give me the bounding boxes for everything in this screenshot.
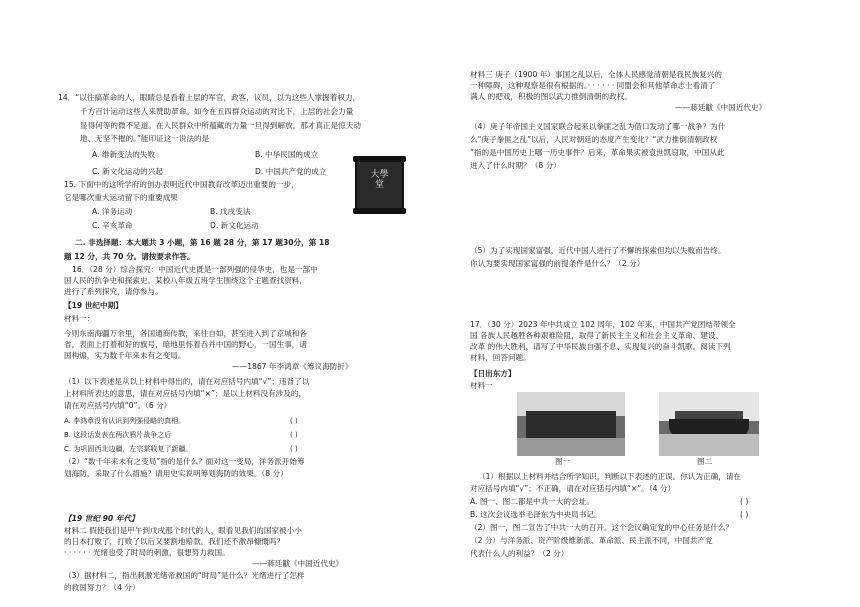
q5-text: （5）为了实现国家富强，近代中国人进行了不懈的探索但均以失败而告终。 [470, 246, 726, 255]
answer-bracket[interactable]: ( ) [290, 417, 298, 425]
q1-text: 上材料所表达的意思，请在对应括号内填“×”；是以上材料没有涉及的， [64, 389, 307, 398]
figure-1-caption: 图一 [555, 457, 571, 466]
q4-text: ”指的是中国历史上哪一历史事件？后来，革命果实被袁世凯窃取，中国从此 [470, 148, 725, 157]
q17-1-item-a: A. 图一、图二都是中共一大的会址。 [470, 497, 594, 506]
answer-bracket[interactable]: ( ) [290, 445, 298, 453]
figure-2-caption: 图二 [697, 457, 713, 466]
q14-option-c: C. 新文化运动的兴起 [92, 167, 163, 176]
q14-option-a: A. 维新变法的失败 [92, 150, 156, 159]
section-heading: 二. 非选择题：本大题共 3 小题，第 16 题 28 分，第 17 题30分，第 18 [75, 238, 330, 247]
q1-text: 请在对应括号内填“0”。（6 分） [64, 401, 172, 410]
q4-text: （4）庚子年帝国主义国家联合起来以拳匪之乱为借口发动了哪一战争？为什 [470, 122, 726, 131]
q4-text: 进入了什么时期？（8 分） [470, 161, 561, 170]
q17-text: 改革 的伟大胜利，谱写了中华民族自强不息、实现复兴的奋斗凯歌。阅读下列 [470, 342, 731, 351]
section-heading: 题 12 分，共 70 分。请按要求作答。 [64, 252, 195, 261]
material-text: 国构煽，实为数千年来未有之变局。 [64, 351, 186, 360]
q15-text: 它是哪次重大运动留下的重要成果 [64, 193, 178, 202]
material-text: 满人 的把戏，积极的图以武力推倒清朝的政权。 [470, 92, 632, 101]
q14-text: 地、无坚不摧的。”能印证这一说法的是 [80, 134, 210, 143]
figure-1-photo [517, 392, 625, 456]
q2-text: 划海防，采取了什么措施？请用史实说明筹划海防的效果。（8 分） [64, 469, 288, 478]
q3-text: 的救国努力？（4 分） [64, 583, 140, 592]
q17-2-text: （2）图一，图二宣告了中共一大的召开。这个会议确定党的中心任务是什么？ [470, 523, 734, 532]
q4-text: 么“庚子拳匪之乱”以后，人民对朝廷的态度产生变化？“武力推倒清朝政权 [470, 135, 718, 144]
q17-2-text: 代表什么人的利益？（2 分） [470, 549, 569, 558]
material-text: · · · · · · 光绪也受了时局的刺激，很想努力救国。 [64, 548, 230, 557]
q5-text: 你认为要实现国家富强的前提条件是什么？（2 分） [470, 259, 645, 268]
q17-2-text: （2 分）与洋务派、资产阶级维新派、革命派、民主派不同，中国共产党 [470, 536, 713, 545]
q1-item-c: C. 为巩固西北边疆，左宗棠收复了新疆。 [64, 445, 193, 453]
q14-text: 千方百计运动这些人来赞助革命。如今在五四群众运动的对比下，上层的社会力量 [80, 107, 354, 116]
q1-text: （1）以下表述是从以上材料中得出的，请在对应括号内填“√”；违背了以 [64, 377, 310, 386]
q17-text: 国 各族人民越胜各种艰难险阻，取得了新民主主义和社会主义革命、建设、 [470, 331, 724, 340]
material-text: 的日本打败了，打败了以后又要割地赔款，我们还不激昂慷慨吗？ [64, 537, 285, 546]
q1-item-b: B. 这段话发表在两次鸦片战争之后 [64, 431, 172, 439]
subsection-heading: 【19 世纪中期】 [64, 301, 123, 310]
q14-option-b: B. 中华民国的成立 [255, 150, 319, 159]
material-text: 省，表面上打着和好的旗号，暗地里怀着吞并中国的野心，一国生事，诸 [64, 340, 307, 349]
q16-text: 进行了系列探究，请你参与。 [64, 287, 163, 296]
q16-text: 16．（28 分）综合探究：中国近代史既是一部列强的侵华史，也是一部中 [72, 265, 318, 274]
q15-option-b: B. 戊戌变法 [210, 207, 251, 216]
answer-bracket[interactable]: ( ) [290, 431, 298, 439]
q17-text: 17．（30 分）2023 年中共成立 102 周年，102 年来，中国共产党团结带领全 [470, 320, 736, 329]
material-source: ——蒋廷黻《中国近代史》 [252, 559, 344, 568]
material-text: 今则东南海疆万余里，各国通商传教，来往自如，甚至进入到了京城和各 [64, 329, 307, 338]
q17-1-text: （1）根据以上材料并结合所学知识，判断以下表述的正误。你认为正确，请在 [478, 472, 742, 481]
q1-item-a: A. 李鸿章没有认识到列强侵略的真相。 [64, 417, 186, 425]
material-text: 材料三 庚子（1900 年）事国之乱以后，全体人民感觉清朝是我民族复兴的 [470, 70, 722, 79]
answer-bracket[interactable]: ( ) [740, 497, 749, 506]
material-text: 材料二 假使我们是甲午到戊戌那个时代的人，眼看见我们的国家被小小 [64, 526, 302, 535]
q17-1-text: 对应括号内填“√”；不正确，请在对应括号内填“×”。（4 分） [470, 484, 676, 493]
q15-option-c: C. 辛亥革命 [92, 221, 133, 230]
material-source: ——1867 年李鸿章《筹议海防折》 [232, 362, 353, 371]
material-text: 一种障碍，这种观察是很有根据的。· · · · · · 同盟会和其他革命志士看清了 [470, 81, 716, 90]
subsection-heading: 【19 世纪 90 年代】 [64, 514, 139, 523]
q14-text: 14．“以往搞革命的人，眼睛总是看着上层的军官，政客，议员，以为这些人掌握着权力， [58, 93, 361, 102]
q15-option-a: A. 洋务运动 [92, 207, 133, 216]
subsection-heading: 【日出东方】 [470, 369, 516, 378]
university-plaque-image [355, 158, 404, 212]
q17-text: 材料，回答问题。 [470, 353, 531, 362]
q15-text: 15. 下面中的这所学府的创办表明近代中国教育改革迈出重要的一步， [64, 180, 299, 189]
q15-option-d: D. 新文化运动 [210, 221, 259, 230]
q2-text: （2）“数千年来未有之变局”指的是什么？面对这一变局，洋务派开始筹 [64, 457, 305, 466]
answer-bracket[interactable]: ( ) [740, 510, 749, 519]
material-source: ——蒋廷黻《中国近代史》 [675, 103, 767, 112]
material-label: 材料一 [470, 381, 493, 390]
material-label: 材料一： [64, 314, 95, 323]
figure-2-photo [659, 392, 759, 456]
q14-option-d: D. 中国共产党的成立 [255, 167, 327, 176]
plaque-text: 大學堂 [370, 170, 389, 190]
q17-1-item-b: B. 这次会议选举毛泽东为中央局书记。 [470, 510, 602, 519]
q14-text: 显得何等的微不足道。在人民群众中所蕴藏的力量一旦得到解放，那才真正是惊天动 [80, 121, 361, 130]
q3-text: （3）据材料二，指出刺激光绪帝救国的“时局”是什么？光绪进行了怎样 [64, 571, 305, 580]
q16-text: 国人民的抗争史和探索史。某校八年级五班学生围绕这个主题查找资料， [64, 276, 307, 285]
